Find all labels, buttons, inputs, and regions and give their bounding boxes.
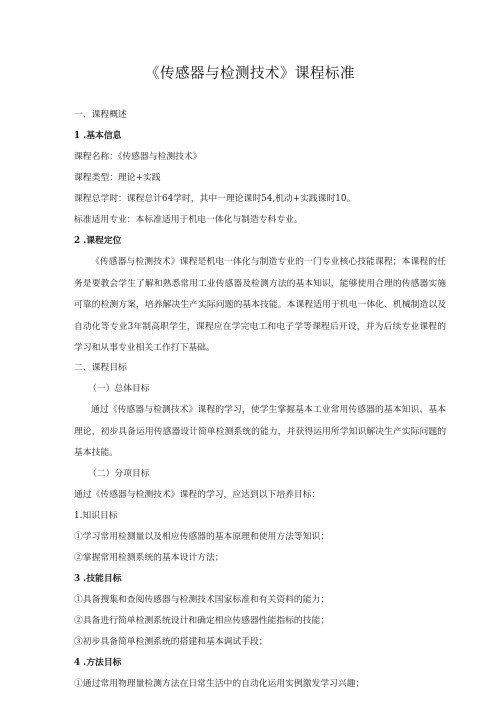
method-goal-item-1: ①通过常用物理量检测方法在日常生活中的自动化运用实例激发学习兴趣；	[74, 679, 365, 689]
course-major-line: 标准适用专业：本标准适用于机电一体化与制造专科专业。	[74, 215, 303, 225]
course-type-line: 课程类型：理论+实践	[74, 173, 161, 183]
goal-sub-heading: （二）分项目标	[88, 469, 150, 479]
knowledge-goal-item-2: ②掌握常用检测系统的基本设计方法；	[74, 553, 224, 563]
section-heading-goals: 二、课程目标	[74, 363, 127, 373]
skill-goal-item-2: ②具备进行简单检测系统设计和确定相应传感器性能指标的技能；	[74, 616, 330, 626]
course-name-line: 课程名称：《传感器与检测技术》	[74, 152, 202, 162]
knowledge-goal-item-1: ①学习常用检测量以及相应传感器的基本原理和使用方法等知识；	[74, 532, 330, 542]
goal-sub-intro: 通过《传感器与检测技术》课程的学习，应达到以下培养目标：	[74, 490, 321, 500]
goal-overall-paragraph: 通过《传感器与检测技术》课程的学习，使学生掌握基本工业常用传感器的基本知识、基本理论，初步具备运用传感器设计简单检测系统的能力，并获得运用所学知识解决生产实际问题的基本技能。	[74, 405, 446, 459]
course-hours-line: 课程总学时：课程总计64学时，其中一理论课时54,机动+实践课时10。	[74, 194, 356, 204]
method-goal-heading: 4 .方法目标	[74, 658, 122, 668]
knowledge-goal-heading: 1.知识目标	[74, 511, 118, 521]
subsection-heading-positioning: 2 .课程定位	[74, 236, 122, 246]
subsection-heading-basic-info: 1 .基本信息	[74, 131, 122, 141]
document-title: 《传感器与检测技术》课程标准	[145, 66, 355, 82]
goal-overall-heading: （一）总体目标	[88, 384, 150, 394]
skill-goal-item-3: ③初步具备简单检测系统的搭建和基本调试手段；	[74, 637, 268, 647]
section-heading-overview: 一、课程概述	[74, 110, 127, 120]
skill-goal-heading: 3 .技能目标	[74, 574, 122, 584]
positioning-paragraph: 《传感器与检测技术》课程是机电一体化与制造专业的一门专业核心技能课程；本课程的任务是要教会学生了解和熟悉常用工业传感器及检测方法的基本知识，能够使用合理的传感器实施可靠的检测方案，培养解决生产实际问题的基本技能。本课程适用于机电一体化、机械制造以及自动化等专业3年制高职学生，课程应在学完电工和电子学等课程后开设，并为后续专业课程的学习和从事专业相关工作打下基础。	[74, 257, 446, 354]
skill-goal-item-1: ①具备搜集和查阅传感器与检测技术国家标准和有关资料的能力；	[74, 595, 330, 605]
